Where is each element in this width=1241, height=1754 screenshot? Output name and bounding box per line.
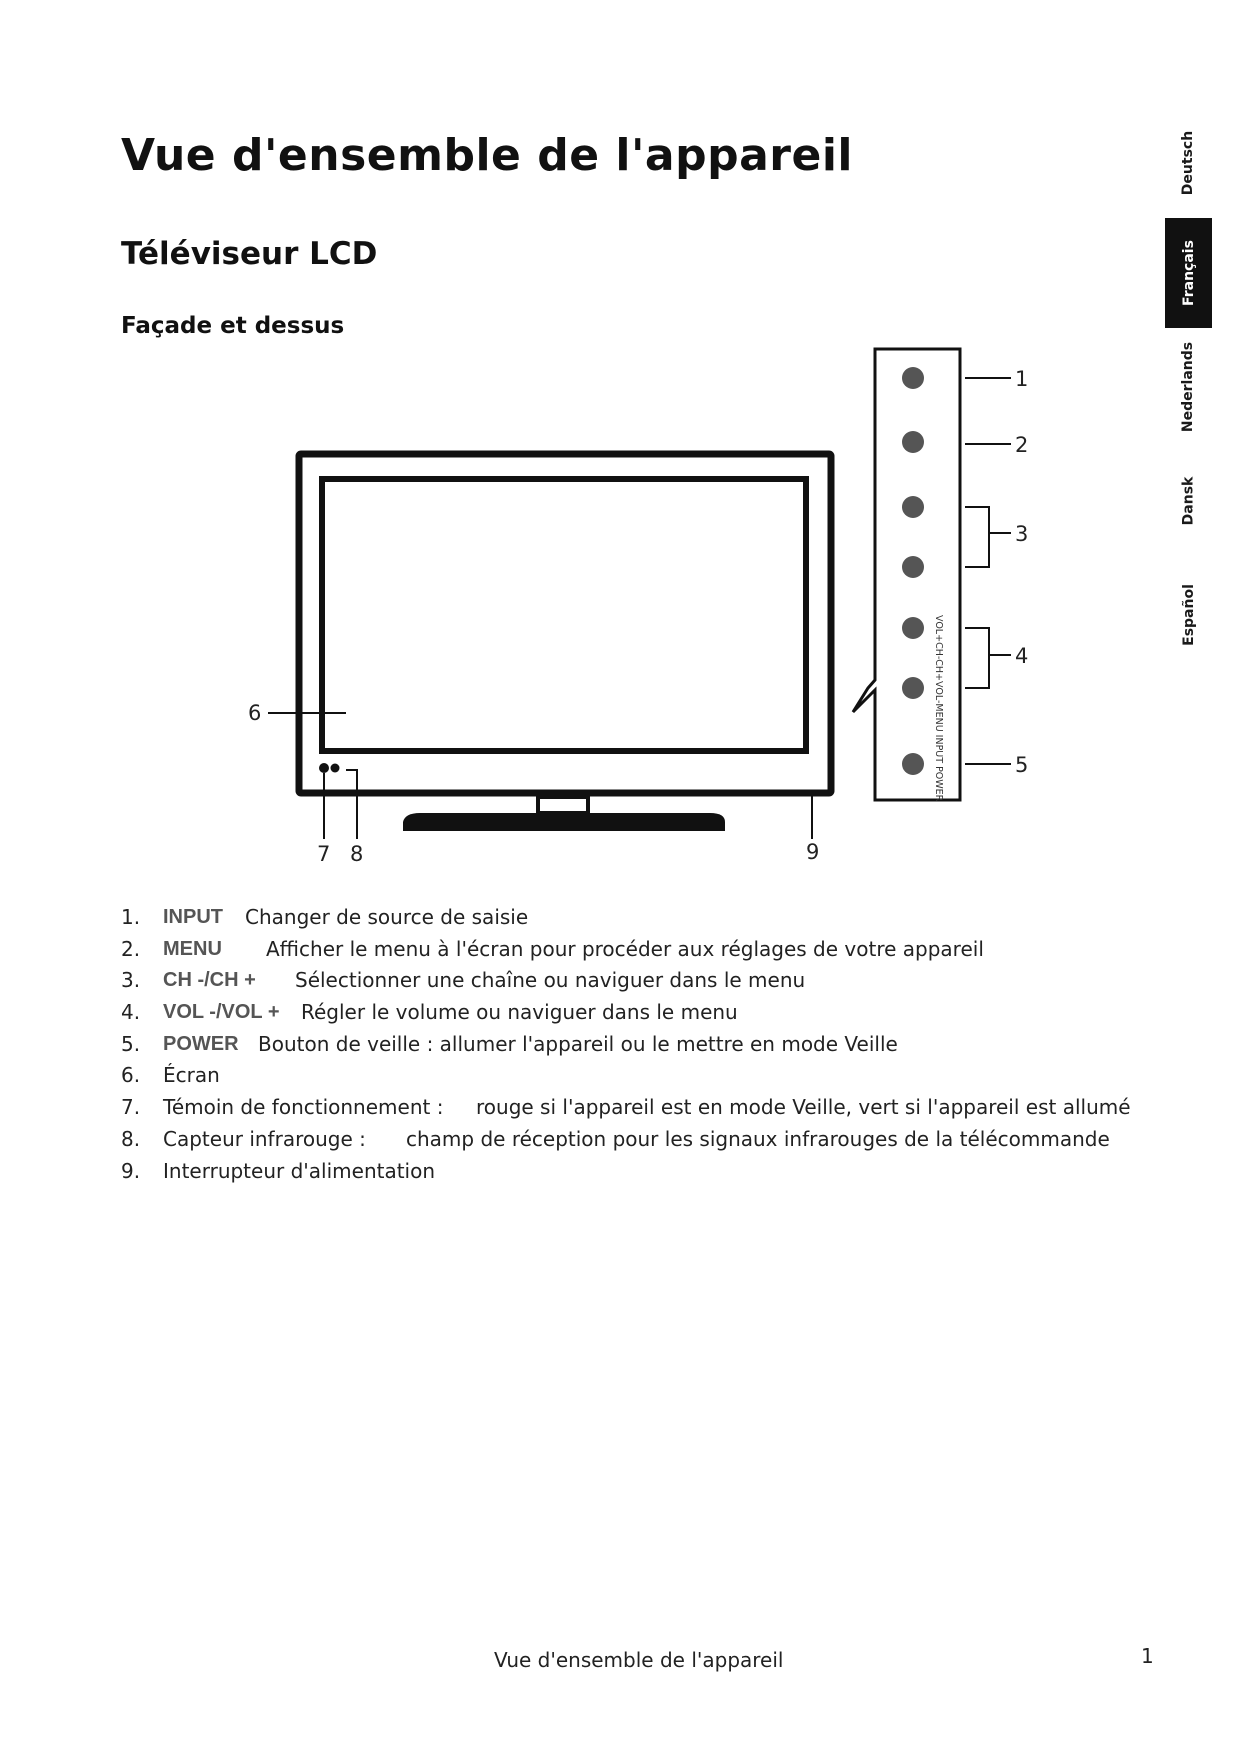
tab-nederlands[interactable]: Nederlands <box>1180 341 1197 433</box>
page-title: Vue d'ensemble de l'appareil <box>121 130 854 181</box>
tv-bezel <box>299 454 831 793</box>
button-vol-minus <box>902 677 924 699</box>
callout-3: 3 <box>1015 522 1029 546</box>
button-vol-plus <box>902 617 924 639</box>
tab-francais[interactable]: Français <box>1165 218 1212 328</box>
callout-2: 2 <box>1015 433 1029 457</box>
button-input <box>902 367 924 389</box>
tab-dansk[interactable]: Dansk <box>1180 476 1197 526</box>
tv-screen <box>322 479 806 751</box>
footer-title: Vue d'ensemble de l'appareil <box>494 1648 784 1672</box>
button-menu <box>902 431 924 453</box>
callout-9: 9 <box>806 840 820 864</box>
side-panel-labels: VOL+CH-CH+VOL-MENUINPUTPOWER <box>933 615 944 802</box>
tab-deutsch[interactable]: Deutsch <box>1180 130 1197 195</box>
ir-sensor <box>331 764 340 773</box>
callout-8: 8 <box>350 842 364 866</box>
callout-1: 1 <box>1015 367 1029 391</box>
section-heading: Façade et dessus <box>121 313 345 339</box>
callout-7: 7 <box>317 842 331 866</box>
button-ch-plus <box>902 496 924 518</box>
power-led <box>319 763 329 773</box>
callout-6: 6 <box>248 701 262 725</box>
tv-stand-neck <box>538 797 588 813</box>
callout-5: 5 <box>1015 753 1029 777</box>
button-power <box>902 753 924 775</box>
callout-4: 4 <box>1015 644 1029 668</box>
page-number: 1 <box>1141 1644 1154 1668</box>
tv-stand-base <box>403 813 725 831</box>
page-subtitle: Téléviseur LCD <box>121 236 378 272</box>
tab-espanol[interactable]: Español <box>1180 584 1197 646</box>
button-ch-minus <box>902 556 924 578</box>
